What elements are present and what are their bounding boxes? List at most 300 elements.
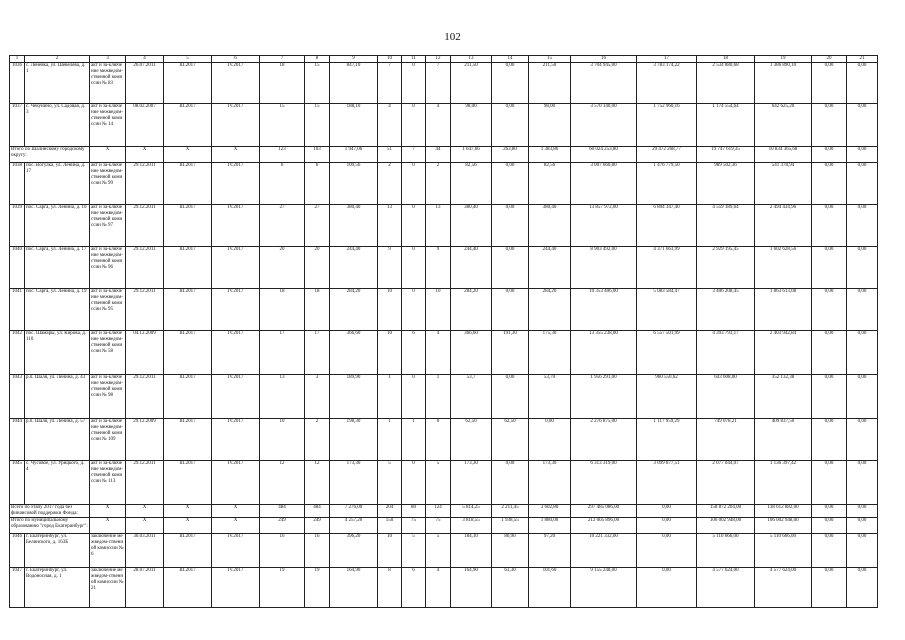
table-cell: 0,00	[492, 104, 529, 147]
subtotal-cell: X	[212, 518, 260, 534]
subtotal-row	[10, 147, 878, 163]
table-cell: 6 313 319,00	[571, 461, 637, 505]
table-cell: 0,00	[637, 568, 697, 608]
table-cell: 62,50	[492, 419, 529, 461]
table-cell: 2	[426, 163, 451, 205]
table-cell: 12	[260, 461, 305, 505]
table-cell: 4 393 793,17	[697, 331, 755, 375]
address-cell: г. Екатеринбург, ул. Водоносная, д. 1	[25, 568, 90, 608]
table-cell: 0,00	[492, 63, 529, 104]
table-row	[10, 375, 878, 419]
table-cell: 2 929 195,45	[697, 247, 755, 289]
table-cell: 27	[260, 205, 305, 247]
table-cell: 17	[305, 331, 330, 375]
table-cell: 4	[426, 568, 451, 608]
table-cell: 0	[426, 419, 451, 461]
subtotal-cell: 0,00	[847, 147, 878, 163]
table-cell: 244,40	[451, 247, 492, 289]
subtotal-cell: 123	[260, 147, 305, 163]
table-cell: 6	[402, 331, 426, 375]
table-cell: 98,00	[451, 104, 492, 147]
table-cell: 3 406 208,45	[697, 289, 755, 331]
column-number-cell: 12	[426, 56, 451, 63]
table-cell: 29.12.2009	[126, 419, 164, 461]
table-cell: 17	[260, 331, 305, 375]
table-cell: 4	[378, 104, 402, 147]
table-cell: 0,00	[847, 63, 878, 104]
table-row	[10, 568, 878, 608]
table-cell: 198,30	[330, 419, 378, 461]
subtotal-label-cell: Итого по муниципальному образованию "город Екатеринбург":	[10, 518, 90, 534]
table-cell: 5	[378, 461, 402, 505]
table-cell: 0,00	[812, 104, 847, 147]
table-cell: 10	[378, 534, 402, 568]
table-cell: 13 857 972,00	[571, 205, 637, 247]
table-cell: 82,56	[529, 163, 571, 205]
table-cell: III.2017	[164, 63, 212, 104]
table-cell: IV.2017	[212, 534, 260, 568]
table-cell: 0	[402, 104, 426, 147]
table-cell: 7	[426, 63, 451, 104]
table-cell: 0,00	[847, 568, 878, 608]
table-cell: 2 534 880,68	[697, 63, 755, 104]
address-cell: г. Екатеринбург, ул. Белинского, д. 163Б	[25, 534, 90, 568]
table-cell: III.2017	[164, 289, 212, 331]
table-cell: 0,00	[847, 247, 878, 289]
table-row	[10, 247, 878, 289]
subtotal-cell: 1 383,86	[529, 147, 571, 163]
table-cell: 3 704 945,00	[571, 63, 637, 104]
table-cell: 0,00	[847, 104, 878, 147]
column-number-cell: 16	[571, 56, 637, 63]
table-cell: 9 155 248,00	[571, 568, 637, 608]
table-cell: 0	[402, 289, 426, 331]
subtotal-cell: 51	[378, 147, 402, 163]
table-cell: 08.02.2007	[126, 104, 164, 147]
table-cell: 29.12.2011	[126, 289, 164, 331]
table-cell: 380,40	[529, 205, 571, 247]
table-cell: 101,60	[529, 568, 571, 608]
table-cell: 847,10	[330, 63, 378, 104]
document-cell: акт и за-ключение межведом-ственной комиссии № 98	[90, 375, 126, 419]
table-cell: 1 476 779,50	[637, 163, 697, 205]
subtotal-cell: 75	[402, 518, 426, 534]
table-cell: 13	[426, 205, 451, 247]
column-number-cell: 17	[637, 56, 697, 63]
table-cell: 1 174 554,64	[697, 104, 755, 147]
table-cell: 3 007 660,80	[571, 163, 637, 205]
table-cell: 53,7	[451, 375, 492, 419]
table-cell: 366,60	[451, 331, 492, 375]
subtotal-cell: 150	[378, 518, 402, 534]
table-cell: III.2017	[164, 568, 212, 608]
table-cell: 0,00	[847, 375, 878, 419]
table-cell: IV.2017	[212, 205, 260, 247]
table-cell: 4 577 624,00	[755, 568, 812, 608]
table-cell: 3 570 140,00	[571, 104, 637, 147]
table-cell: 12	[305, 461, 330, 505]
table-cell: 5	[402, 534, 426, 568]
address-cell: пос. Сарга, ул. Ленина, д. 17	[25, 247, 90, 289]
subtotal-cell: 7	[402, 147, 426, 163]
subtotal-cell: 60 024 253,80	[571, 147, 637, 163]
table-cell: 244,40	[330, 247, 378, 289]
table-cell: 13	[260, 375, 305, 419]
table-cell: 749 078,21	[697, 419, 755, 461]
table-cell: 10	[378, 331, 402, 375]
document-cell: акт и за-ключение межведом-ственной комиссии № 83	[90, 63, 126, 104]
subtotal-cell: 19 747 619,35	[697, 147, 755, 163]
table-row	[10, 163, 878, 205]
column-number-cell: 14	[492, 56, 529, 63]
subtotal-cell: 4 257,20	[330, 518, 378, 534]
subtotal-cell: 0,00	[847, 518, 878, 534]
table-cell: 18	[260, 289, 305, 331]
row-number-cell: 1043	[10, 375, 25, 419]
subtotal-cell: 0,00	[637, 518, 697, 534]
table-cell: 27	[305, 205, 330, 247]
document-cell: акт и за-ключение межведом-ственной комиссии № 97	[90, 205, 126, 247]
table-row	[10, 331, 878, 375]
table-cell: 0,00	[812, 419, 847, 461]
table-cell: 86,90	[492, 534, 529, 568]
subtotal-cell: 1 947,06	[330, 147, 378, 163]
table-cell: 5 083 584,47	[637, 289, 697, 331]
column-number-cell: 21	[847, 56, 878, 63]
table-cell: 409 837,50	[755, 419, 812, 461]
table-row	[10, 104, 878, 147]
subtotal-cell: 0,00	[637, 505, 697, 518]
table-cell: III.2017	[164, 375, 212, 419]
subtotal-row	[10, 505, 878, 518]
subtotal-cell: X	[90, 505, 126, 518]
table-cell: 10	[426, 289, 451, 331]
table-cell: 352 132,38	[755, 375, 812, 419]
table-cell: 396,20	[330, 534, 378, 568]
table-cell: 0	[402, 163, 426, 205]
subtotal-cell: 0,00	[847, 505, 878, 518]
row-number-cell: 1042	[10, 331, 25, 375]
table-cell: 0,00	[812, 163, 847, 205]
table-cell: 0	[402, 63, 426, 104]
column-number-cell: 19	[755, 56, 812, 63]
table-cell: 5 110 666,00	[755, 534, 812, 568]
table-cell: 5	[426, 461, 451, 505]
table-cell: 16	[305, 534, 330, 568]
table-cell: 380,40	[451, 205, 492, 247]
subtotal-cell: 1 647,66	[451, 147, 492, 163]
subtotal-cell: 204	[378, 505, 402, 518]
address-cell: с. Леневка, ул. Шевелева, д. 1	[25, 63, 90, 104]
table-cell: III.2017	[164, 247, 212, 289]
table-cell: IV.2017	[212, 331, 260, 375]
table-cell: 10 353 406,00	[571, 289, 637, 331]
table-cell: 284,20	[451, 289, 492, 331]
table-cell: 366,60	[330, 331, 378, 375]
table-cell: 0,00	[847, 534, 878, 568]
table-cell: 0	[402, 461, 426, 505]
subtotal-cell: 138 612 882,00	[755, 505, 812, 518]
table-cell: 98,00	[529, 104, 571, 147]
document-cell: заключение межведом-ственной комиссии № 21	[90, 568, 126, 608]
table-cell: 0,00	[847, 205, 878, 247]
table-cell: 541 378,94	[755, 163, 812, 205]
table-cell: IV.2017	[212, 568, 260, 608]
table-cell: 9	[426, 247, 451, 289]
subtotal-cell: 263,80	[492, 147, 529, 163]
column-number-cell: 18	[697, 56, 755, 63]
subtotal-cell: X	[126, 505, 164, 518]
address-cell: пос. Шамары, ул. Кирова, д. 110	[25, 331, 90, 375]
subtotal-cell: X	[126, 147, 164, 163]
subtotal-cell: X	[90, 518, 126, 534]
table-cell: 29.12.2011	[126, 247, 164, 289]
table-cell: 0,00	[847, 331, 878, 375]
table-cell: 0,00	[847, 163, 878, 205]
table-cell: 175,30	[529, 331, 571, 375]
subtotal-cell: 3 818,55	[451, 518, 492, 534]
table-cell: 0,00	[492, 289, 529, 331]
column-number-row	[10, 56, 878, 63]
table-cell: III.2017	[164, 104, 212, 147]
table-cell: 211,50	[451, 63, 492, 104]
table-cell: 6 557 501,99	[637, 331, 697, 375]
table-row	[10, 63, 878, 104]
subtotal-cell: X	[212, 147, 260, 163]
column-number-cell: 1	[10, 56, 25, 63]
table-cell: 6	[402, 568, 426, 608]
table-cell: 30.03.2011	[126, 534, 164, 568]
table-cell: 1 752 960,16	[637, 104, 697, 147]
subtotal-cell: 0,00	[812, 147, 847, 163]
table-cell: 1	[378, 375, 402, 419]
table-cell: 4 577 624,00	[697, 568, 755, 608]
table-cell: 62,50	[451, 419, 492, 461]
column-number-cell: 10	[378, 56, 402, 63]
table-cell: 4	[426, 331, 451, 375]
table-cell: 04.12.2009	[126, 331, 164, 375]
table-row	[10, 205, 878, 247]
subtotal-cell: X	[126, 518, 164, 534]
table-cell: 15	[305, 63, 330, 104]
table-body	[10, 56, 878, 608]
row-number-cell: 1046	[10, 534, 25, 568]
subtotal-cell: X	[212, 505, 260, 518]
table-cell: III.2017	[164, 163, 212, 205]
table-cell: 63,30	[492, 568, 529, 608]
table-cell: 0,00	[812, 375, 847, 419]
table-cell: 1 386 890,10	[755, 63, 812, 104]
subtotal-cell: 249	[260, 518, 305, 534]
table-cell: 0,00	[812, 289, 847, 331]
table-row	[10, 289, 878, 331]
page-number: 102	[444, 31, 461, 43]
column-number-cell: 8	[305, 56, 330, 63]
table-cell: III.2017	[164, 534, 212, 568]
table-cell: 1 863 613,08	[755, 289, 812, 331]
row-number-cell: 1047	[10, 568, 25, 608]
table-cell: 0,00	[812, 534, 847, 568]
table-cell: 0,00	[492, 247, 529, 289]
table-cell: 10	[378, 289, 402, 331]
address-cell: с. Чусовое, ул. Урицкого, д. 4	[25, 461, 90, 505]
table-cell: 0,00	[812, 331, 847, 375]
table-row	[10, 419, 878, 461]
table-cell: 1	[426, 375, 451, 419]
table-cell: 191,30	[492, 331, 529, 375]
table-cell: 2	[305, 419, 330, 461]
table-cell: 0,00	[492, 163, 529, 205]
table-cell: 1 602 628,56	[755, 247, 812, 289]
table-cell: 29.12.2011	[126, 461, 164, 505]
subtotal-cell: 29 472 268,77	[637, 147, 697, 163]
subtotal-cell: 44	[426, 147, 451, 163]
table-cell: 26.07.2011	[126, 63, 164, 104]
column-number-cell: 3	[90, 56, 126, 63]
document-cell: акт и за-ключение межведом-ственной комиссии № 113	[90, 461, 126, 505]
subtotal-row	[10, 518, 878, 534]
table-cell: 2	[378, 163, 402, 205]
table-cell: 0,00	[847, 289, 878, 331]
subtotal-cell: 1 880,00	[529, 518, 571, 534]
table-cell: 0,00	[637, 534, 697, 568]
document-cell: заключение межведом-ственной комиссии № 6	[90, 534, 126, 568]
table-cell: 1 136 397,42	[755, 461, 812, 505]
table-cell: 643 608,00	[697, 375, 755, 419]
table-cell: 29.12.2011	[126, 163, 164, 205]
table-cell: III.2017	[164, 461, 212, 505]
table-cell: 0,00	[847, 461, 878, 505]
subtotal-cell: 1 938,55	[492, 518, 529, 534]
table-cell: IV.2017	[212, 461, 260, 505]
table-cell: 989 502,36	[697, 163, 755, 205]
table-cell: 18	[260, 63, 305, 104]
row-number-cell: 1044	[10, 419, 25, 461]
column-number-cell: 13	[451, 56, 492, 63]
table-cell: 82,56	[451, 163, 492, 205]
document-cell: акт и за-ключение межведом-ственной комиссии № 14	[90, 104, 126, 147]
table-cell: 18	[305, 289, 330, 331]
table-cell: 189,90	[330, 375, 378, 419]
table-cell: 20	[260, 247, 305, 289]
table-cell: 1	[378, 419, 402, 461]
subtotal-cell: 249	[305, 518, 330, 534]
table-cell: 6	[260, 163, 305, 205]
table-cell: 642 625,20	[755, 104, 812, 147]
table-cell: 13 355 238,00	[571, 331, 637, 375]
column-number-cell: 11	[402, 56, 426, 63]
table-cell: 28.07.2011	[126, 568, 164, 608]
row-number-cell: 1045	[10, 461, 25, 505]
table-cell: 6	[305, 163, 330, 205]
table-cell: 20	[305, 247, 330, 289]
table-cell: 0,00	[812, 568, 847, 608]
table-cell: 15	[305, 104, 330, 147]
subtotal-cell: 75	[426, 518, 451, 534]
row-number-cell: 1038	[10, 163, 25, 205]
subtotal-cell: 212 005 896,00	[571, 518, 637, 534]
table-cell: 6 804 347,40	[637, 205, 697, 247]
subtotal-cell: 0,00	[812, 505, 847, 518]
row-number-cell: 1036	[10, 63, 25, 104]
table-row	[10, 461, 878, 505]
table-cell: 2 494 434,96	[755, 205, 812, 247]
table-cell: 4 371 663,99	[637, 247, 697, 289]
table-cell: 3 783 174,22	[637, 63, 697, 104]
table-cell: III.2017	[164, 419, 212, 461]
subtotal-cell: 5 814,25	[451, 505, 492, 518]
address-cell: пос. Вогулка, ул. Ленина, д. 17	[25, 163, 90, 205]
table-cell: 0,00	[812, 205, 847, 247]
table-cell: 29.12.2011	[126, 205, 164, 247]
table-cell: 960 550,62	[637, 375, 697, 419]
housing-resettlement-table	[9, 55, 878, 608]
table-cell: 10 221 332,00	[571, 534, 637, 568]
table-cell: IV.2017	[212, 419, 260, 461]
subtotal-label-cell: Итого по Шалинскому городскому округу:	[10, 147, 90, 163]
table-cell: 188,10	[330, 104, 378, 147]
table-cell: 0,00	[492, 461, 529, 505]
table-cell: 0	[402, 247, 426, 289]
address-cell: р.п. Шаля, ул. Ленина, д. 43	[25, 375, 90, 419]
table-cell: 173,30	[529, 461, 571, 505]
table-cell: 5	[426, 534, 451, 568]
table-cell: 244,40	[529, 247, 571, 289]
subtotal-cell: 10 834 365,68	[755, 147, 812, 163]
document-cell: акт и за-ключение межведом-ственной комиссии № 95	[90, 289, 126, 331]
document-cell: акт и за-ключение межведом-ственной комиссии № 96	[90, 247, 126, 289]
table-cell: 164,90	[330, 568, 378, 608]
subtotal-cell: 158 872 204,00	[697, 505, 755, 518]
row-number-cell: 1039	[10, 205, 25, 247]
table-cell: 184,10	[451, 534, 492, 568]
subtotal-cell: X	[164, 518, 212, 534]
subtotal-cell: X	[164, 147, 212, 163]
table-cell: 53,70	[529, 375, 571, 419]
table-cell: 29.12.2011	[126, 375, 164, 419]
subtotal-cell: 484	[305, 505, 330, 518]
table-cell: 0,00	[812, 461, 847, 505]
subtotal-label-cell: Всего по этапу 2017 года без финансовой поддержки Фонда:	[10, 505, 90, 518]
table-cell: 284,20	[330, 289, 378, 331]
table-cell: 284,20	[529, 289, 571, 331]
subtotal-cell: 2 211,45	[492, 505, 529, 518]
table-cell: 10	[260, 419, 305, 461]
table-cell: 4	[426, 104, 451, 147]
row-number-cell: 1037	[10, 104, 25, 147]
subtotal-cell: 0,00	[812, 518, 847, 534]
subtotal-cell: X	[90, 147, 126, 163]
table-cell: 7	[378, 63, 402, 104]
table-cell: 164,90	[451, 568, 492, 608]
table-cell: 19	[305, 568, 330, 608]
subtotal-cell: X	[164, 505, 212, 518]
column-number-cell: 5	[164, 56, 212, 63]
column-number-cell: 20	[812, 56, 847, 63]
subtotal-cell: 106 002 948,00	[697, 518, 755, 534]
document-cell: акт и за-ключение межведом-ственной комиссии № 109	[90, 419, 126, 461]
subtotal-cell: 484	[260, 505, 305, 518]
table-cell: 97,20	[529, 534, 571, 568]
subtotal-cell: 106 002 948,00	[755, 518, 812, 534]
address-cell: пос. Сарга, ул. Ленина, д. 19	[25, 289, 90, 331]
subtotal-cell: 103	[305, 147, 330, 163]
table-cell: 380,40	[330, 205, 378, 247]
table-cell: 4 559 189,64	[697, 205, 755, 247]
subtotal-cell: 3 602,80	[529, 505, 571, 518]
table-cell: 5 110 666,00	[697, 534, 755, 568]
table-cell: 8 903 492,00	[571, 247, 637, 289]
